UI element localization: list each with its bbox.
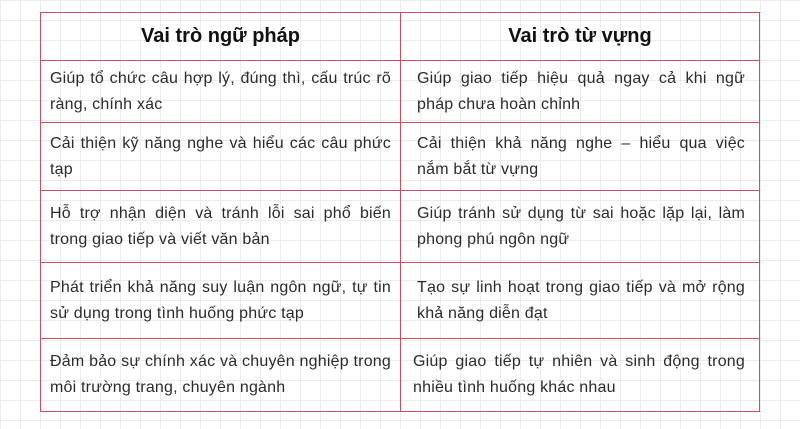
vocabulary-cell: Giúp giao tiếp tự nhiên và sinh động trong nhiều tình huống khác nhau <box>413 353 745 396</box>
vocabulary-cell: Giúp giao tiếp hiệu quả ngay cả khi ngữ pháp chưa hoàn chỉnh <box>417 69 745 113</box>
comparison-table <box>40 12 760 412</box>
grammar-cell: Đảm bảo sự chính xác và chuyên nghiệp trong môi trường trang, chuyên ngành <box>50 353 391 396</box>
grammar-cell: Cải thiện kỹ năng nghe và hiểu các câu phức tạp <box>50 134 391 178</box>
table-row <box>41 263 759 339</box>
header-grammar-role: Vai trò ngữ pháp <box>41 13 401 60</box>
vocabulary-cell: Giúp tránh sử dụng từ sai hoặc lặp lại, làm phong phú ngôn ngữ <box>417 204 745 248</box>
table-header-row <box>41 13 759 61</box>
grammar-cell: Phát triển khả năng suy luận ngôn ngữ, tự tin sử dụng trong tình huống phức tạp <box>50 278 391 322</box>
table-row <box>41 339 759 411</box>
vocabulary-cell: Cải thiện khả năng nghe – hiểu qua việc nắm bắt từ vựng <box>417 134 745 178</box>
table-row <box>41 123 759 191</box>
vocabulary-cell: Tạo sự linh hoạt trong giao tiếp và mở rộng khả năng diễn đạt <box>417 278 745 322</box>
table-row <box>41 191 759 263</box>
grammar-cell: Giúp tổ chức câu hợp lý, đúng thì, cấu trúc rõ ràng, chính xác <box>50 69 391 113</box>
grammar-cell: Hỗ trợ nhận diện và tránh lỗi sai phổ biến trong giao tiếp và viết văn bản <box>50 204 391 248</box>
header-vocabulary-role: Vai trò từ vựng <box>508 25 652 47</box>
table-row <box>41 61 759 123</box>
